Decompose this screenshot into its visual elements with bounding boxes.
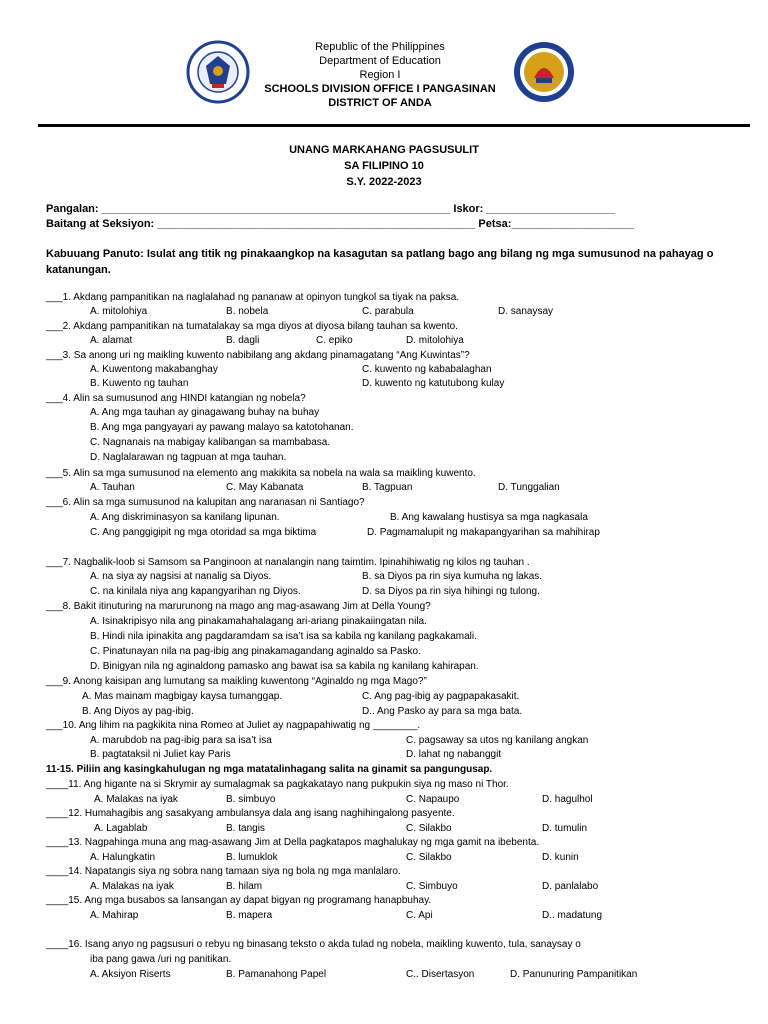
q2-option-a: A. alamat xyxy=(90,335,133,346)
q16-option-b: B. Pamanahong Papel xyxy=(226,969,327,980)
question-15: ____15. Ang mga busabos sa lansangan ay dapat bigyan ng programang hanapbuhay. xyxy=(46,895,432,906)
q7-option-d: D. sa Diyos pa rin siya hihingi ng tulong. xyxy=(362,586,540,597)
general-instructions: Kabuuang Panuto: Isulat ang titik ng pinakaangkop na kasagutan sa patlang bago ang bilang ng mga sumusunod na pahayag o katanungan. xyxy=(46,248,714,276)
q8-option-d: D. Binigyan nila ng aginaldong pamasko ang bawat isa sa kabila ng kanilang kahirapan. xyxy=(90,661,479,672)
question-6: ___6. Alin sa mga sumusunod na kalupitan ang naranasan ni Santiago? xyxy=(46,497,365,508)
q15-option-a: A. Mahirap xyxy=(90,910,139,921)
q11-option-a: A. Malakas na iyak xyxy=(94,794,178,805)
q1-option-d: D. sanaysay xyxy=(498,306,554,317)
section-date-line: Baitang at Seksiyon: ____________________________________________________ Petsa:____________________ xyxy=(46,218,634,230)
q14-option-a: A. Malakas na iyak xyxy=(90,881,174,892)
question-12: ____12. Humahagibis ang sasakyang ambulansya dala ang isang naghihingalong pasyente. xyxy=(46,808,455,819)
section-11-15-instructions: 11-15. Piliin ang kasingkahulugan ng mga matatalinhagang salita na ginamit sa pangungusap. xyxy=(46,764,493,775)
q5-option-b: C. May Kabanata xyxy=(226,482,304,493)
q1-option-a: A. mitolohiya xyxy=(90,306,148,317)
title-line-2: SA FILIPINO 10 xyxy=(344,160,424,172)
question-16-continuation: iba pang gawa /uri ng panitikan. xyxy=(90,954,232,965)
title-line-3: S.Y. 2022-2023 xyxy=(346,176,422,188)
q15-option-b: B. mapera xyxy=(226,910,273,921)
q14-option-c: C. Simbuyo xyxy=(406,881,458,892)
q11-option-c: C. Napaupo xyxy=(406,794,460,805)
header-district: DISTRICT OF ANDA xyxy=(328,97,432,109)
header-republic: Republic of the Philippines xyxy=(315,41,445,53)
q12-option-a: A. Lagablab xyxy=(94,823,148,834)
q9-option-c: C. Ang pag-ibig ay pagpapakasakit. xyxy=(362,691,520,702)
q5-option-a: A. Tauhan xyxy=(90,482,135,493)
q2-option-c: C. epiko xyxy=(316,335,353,346)
q13-option-d: D. kunin xyxy=(542,852,579,863)
title-line-1: UNANG MARKAHANG PAGSUSULIT xyxy=(289,144,479,156)
division-seal-icon xyxy=(512,40,576,104)
question-7: ___7. Nagbalik-loob si Samsom sa Panginoon at nanalangin nang taimtim. Ipinahihiwatig ng kilos ng tauhan . xyxy=(46,557,530,568)
q8-option-a: A. Isinakripisyo nila ang pinakamahahalagang ari-ariang pinakaiingatan nila. xyxy=(90,616,427,627)
q9-option-b: B. Ang Diyos ay pag-ibig. xyxy=(82,706,194,717)
q13-option-c: C. Silakbo xyxy=(406,852,452,863)
q10-option-b: B. pagtataksil ni Juliet kay Paris xyxy=(90,749,231,760)
q10-option-d: D. lahat ng nabanggit xyxy=(406,749,502,760)
q9-option-a: A. Mas mainam magbigay kaysa tumanggap. xyxy=(82,691,283,702)
question-9: ___9. Anong kaisipan ang lumutang sa maikling kuwentong “Aginaldo ng mga Mago?” xyxy=(46,676,427,687)
q1-option-b: B. nobela xyxy=(226,306,269,317)
q4-option-a: A. Ang mga tauhan ay ginagawang buhay na buhay xyxy=(90,407,320,418)
q3-option-b: B. Kuwento ng tauhan xyxy=(90,378,189,389)
q6-option-d: D. Pagmamalupit ng makapangyarihan sa mahihirap xyxy=(367,527,600,538)
header-divider xyxy=(38,124,750,127)
q4-option-b: B. Ang mga pangyayari ay pawang malayo sa katotohanan. xyxy=(90,422,354,433)
q7-option-c: C. na kinilala niya ang kapangyarihan ng Diyos. xyxy=(90,586,301,597)
q12-option-b: B. tangis xyxy=(226,823,265,834)
q13-option-b: B. lumuklok xyxy=(226,852,278,863)
q9-option-d: D.. Ang Pasko ay para sa mga bata. xyxy=(362,706,523,717)
q7-option-b: B. sa Diyos pa rin siya kumuha ng lakas. xyxy=(362,571,543,582)
q10-option-c: C. pagsaway sa utos ng kanilang angkan xyxy=(406,735,589,746)
q4-option-c: C. Nagnanais na mabigay kalibangan sa mambabasa. xyxy=(90,437,331,448)
header-department: Department of Education xyxy=(319,55,441,67)
q12-option-c: C. Silakbo xyxy=(406,823,452,834)
q12-option-d: D. tumulin xyxy=(542,823,588,834)
q16-option-d: D. Panunuring Pampanitikan xyxy=(510,969,638,980)
question-14: ____14. Napatangis siya ng sobra nang tamaan siya ng bola ng mga manlalaro. xyxy=(46,866,401,877)
question-11: ____11. Ang higante na si Skrymir ay sumalagmak sa pagkakatayo nang pukpukin siya ng maso ni Thor. xyxy=(46,779,509,790)
school-header xyxy=(230,40,530,110)
q6-option-c: C. Ang panggigipit ng mga otoridad sa mga biktima xyxy=(90,527,317,538)
question-13: ____13. Nagpahinga muna ang mag-asawang Jim at Della pagkatapos maghalukay ng mga gamit na ibebenta. xyxy=(46,837,540,848)
question-5: ___5. Alin sa mga sumusunod na elemento ang makikita sa nobela na wala sa maikling kuwento. xyxy=(46,468,476,479)
q5-option-d: D. Tunggalian xyxy=(498,482,560,493)
q8-option-b: B. Hindi nila ipinakita ang pagdaramdam sa isa’t isa sa kabila ng kanilang pagkakamali. xyxy=(90,631,477,642)
question-10: ___10. Ang lihim na pagkikita nina Romeo at Juliet ay nagpapahiwatig ng ________. xyxy=(46,720,421,731)
q3-option-a: A. Kuwentong makabanghay xyxy=(90,364,218,375)
question-2: ___2. Akdang pampanitikan na tumatalakay sa mga diyos at diyosa bilang tauhan sa kwento. xyxy=(46,321,458,332)
q11-option-b: B. simbuyo xyxy=(226,794,276,805)
q14-option-d: D. panlalabo xyxy=(542,881,599,892)
question-1: ___1. Akdang pampanitikan na naglalahad ng pananaw at opinyon tungkol sa tiyak na paksa. xyxy=(46,292,460,303)
q3-option-c: C. kuwento ng kababalaghan xyxy=(362,364,492,375)
question-3: ___3. Sa anong uri ng maikling kuwento nabibilang ang akdang pinamagatang “Ang Kuwintas”? xyxy=(46,350,470,361)
q4-option-d: D. Naglalarawan ng tagpuan at mga tauhan. xyxy=(90,452,287,463)
question-16: ____16. Isang anyo ng pagsusuri o rebyu ng binasang teksto o akda tulad ng nobela, maikling kuwento, tula, sanaysay o xyxy=(46,939,581,950)
q15-option-c: C. Api xyxy=(406,910,433,921)
q6-option-b: B. Ang kawalang hustisya sa mga nagkasala xyxy=(390,512,588,523)
q11-option-d: D. hagulhol xyxy=(542,794,593,805)
q7-option-a: A. na siya ay nagsisi at nanalig sa Diyos. xyxy=(90,571,272,582)
header-region: Region I xyxy=(359,69,401,81)
question-8: ___8. Bakit itinuturing na marurunong na mago ang mag-asawang Jim at Della Young? xyxy=(46,601,431,612)
q16-option-a: A. Aksiyon Riserts xyxy=(90,969,171,980)
q5-option-c: B. Tagpuan xyxy=(362,482,413,493)
q10-option-a: A. marubdob na pag-ibig para sa isa’t isa xyxy=(90,735,272,746)
q13-option-a: A. Halungkatin xyxy=(90,852,156,863)
name-score-line: Pangalan: _________________________________________________________ Iskor: _____________________ xyxy=(46,203,615,215)
header-division: SCHOOLS DIVISION OFFICE I PANGASINAN xyxy=(264,83,496,95)
q2-option-d: D. mitolohiya xyxy=(406,335,464,346)
q14-option-b: B. hilam xyxy=(226,881,263,892)
q1-option-c: C. parabula xyxy=(362,306,414,317)
question-4: ___4. Alin sa sumusunod ang HINDI katangian ng nobela? xyxy=(46,393,306,404)
q16-option-c: C.. Disertasyon xyxy=(406,969,475,980)
q2-option-b: B. dagli xyxy=(226,335,260,346)
exam-title xyxy=(0,142,768,190)
q15-option-d: D.. madatung xyxy=(542,910,603,921)
q6-option-a: A. Ang diskriminasyon sa kanilang lipunan. xyxy=(90,512,280,523)
q3-option-d: D. kuwento ng katutubong kulay xyxy=(362,378,505,389)
q8-option-c: C. Pinatunayan nila na pag-ibig ang pinakamagandang aginaldo sa Pasko. xyxy=(90,646,421,657)
